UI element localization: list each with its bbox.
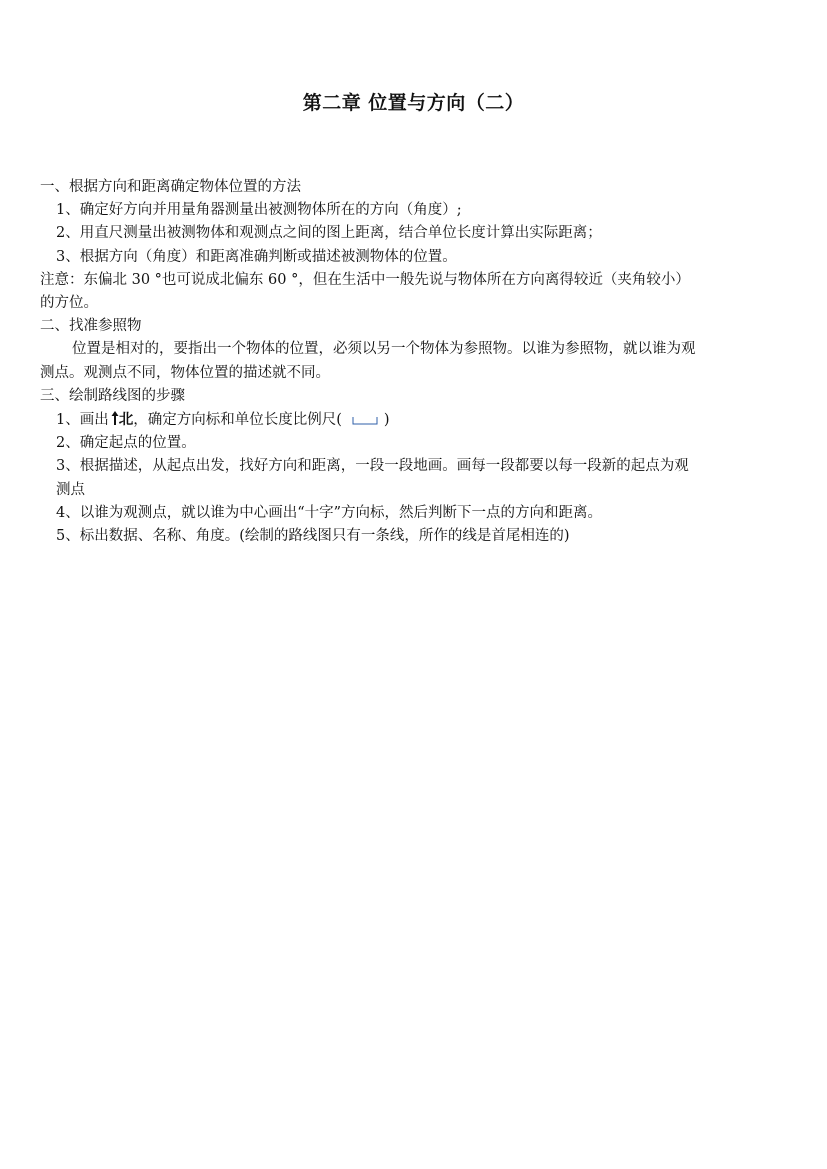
section-2-paragraph-line-1: 位置是相对的，要指出一个物体的位置，必须以另一个物体为参照物。以谁为参照物，就以谁为观	[72, 341, 696, 358]
section-2-paragraph-line-2: 测点。观测点不同，物体位置的描述就不同。	[40, 364, 330, 381]
section-3-item-1-suffix: )	[383, 412, 390, 429]
section-3-item-5: 5、标出数据、名称、角度。(绘制的路线图只有一条线，所作的线是首尾相连的)	[56, 528, 570, 545]
section-1-heading: 一、根据方向和距离确定物体位置的方法	[40, 179, 301, 195]
section-3-item-2: 2、确定起点的位置。	[56, 435, 196, 452]
north-arrow-icon	[111, 411, 119, 425]
north-label: 北	[118, 411, 134, 429]
section-3-heading: 三、绘制路线图的步骤	[40, 387, 185, 404]
section-3-item-1-prefix: 1、画出	[56, 412, 109, 429]
section-3-item-4: 4、以谁为观测点，就以谁为中心画出“十字”方向标，然后判断下一点的方向和距离。	[56, 504, 603, 521]
section-1-note-line-1: 注意：东偏北 30 °也可说成北偏东 60 °，但在生活中一般先说与物体所在方向离得较近（夹角较小）	[40, 271, 690, 288]
document-body	[40, 176, 792, 548]
section-1-item-2: 2、用直尺测量出被测物体和观测点之间的图上距离，结合单位长度计算出实际距离；	[56, 225, 602, 242]
page-title: 第二章 位置与方向（二）	[302, 92, 525, 114]
section-3-item-1	[40, 408, 792, 432]
section-1-note-line-2: 的方位。	[40, 295, 98, 312]
scale-bar-icon	[352, 412, 378, 426]
section-3-item-3-line-2: 测点	[56, 481, 85, 498]
section-1-item-1: 1、确定好方向并用量角器测量出被测物体所在的方向（角度）;	[56, 202, 462, 219]
section-3-item-1-mid: ，确定方向标和单位长度比例尺(	[133, 412, 342, 429]
section-1-item-3: 3、根据方向（角度）和距离准确判断或描述被测物体的位置。	[56, 248, 457, 265]
section-3-item-3-line-1: 3、根据描述，从起点出发，找好方向和距离，一段一段地画。画每一段都要以每一段新的起点为观	[56, 458, 689, 475]
section-2-heading: 二、找准参照物	[40, 318, 142, 335]
